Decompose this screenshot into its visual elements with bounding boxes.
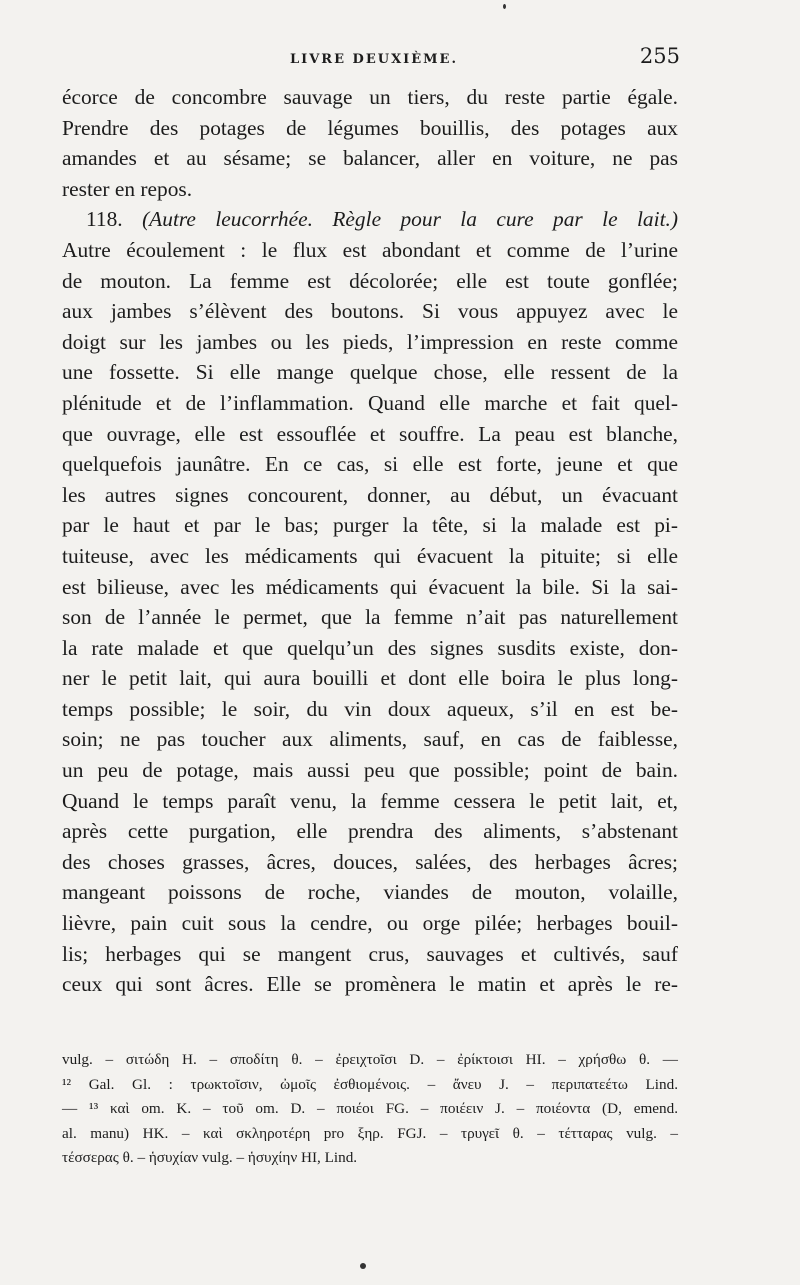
text-line: temps possible; le soir, du vin doux aqueux, s’il en est be- [62,696,678,721]
text-line: Autre écoulement : le flux est abondant et comme de l’urine [62,237,678,262]
text-line: de mouton. La femme est décolorée; elle est toute gonflée; [62,268,678,293]
text-line: ner le petit lait, qui aura bouilli et dont elle boira le plus long- [62,666,678,691]
text-line: Prendre des potages de légumes bouillis, des potages aux [62,115,678,140]
text-line: Quand le temps paraît venu, la femme cessera le petit lait, et, [62,788,678,813]
text-line: lièvre, pain cuit sous la cendre, ou orge pilée; herbages bouil- [62,911,678,936]
text-line: tuiteuse, avec les médicaments qui évacuent la pituite; si elle [62,543,678,568]
note-line: τέσσερας θ. – ἡσυχίαν vulg. – ἡσυχίην HI, Lind. [62,1149,358,1166]
text-line: lis; herbages qui se mangent crus, sauvages et cultivés, sauf [62,941,678,966]
text-line: mangeant poissons de roche, viandes de mouton, volaille, [62,880,678,905]
note-line: al. manu) HK. – καὶ σκληροτέρη pro ξηρ. FGJ. – τρυγεῖ θ. – τέτταρας vulg. – [62,1124,678,1142]
text-line: des choses grasses, âcres, douces, salées, des herbages âcres; [62,849,678,874]
critical-apparatus-notes [62,1048,678,1171]
text-line: doigt sur les jambes ou les pieds, l’impression en reste comme [62,329,678,354]
text-line: son de l’année le permet, que la femme n’ait pas naturellement [62,605,678,630]
text-line: aux jambes s’élèvent des boutons. Si vous appuyez avec le [62,299,678,324]
section-number: 118. [86,207,123,232]
text-line: soin; ne pas toucher aux aliments, sauf, en cas de faiblesse, [62,727,678,752]
note-line: — ¹³ καὶ om. K. – τοῦ om. D. – ποιέοι FG. – ποιέειν J. – ποιέοντα (D, emend. [62,1100,678,1117]
text-line: les autres signes concourent, donner, au début, un évacuant [62,482,678,507]
text-line: une fossette. Si elle mange quelque chose, elle ressent de la [62,360,678,385]
ink-speck [360,1263,366,1269]
main-text [62,82,678,1000]
running-head: LIVRE DEUXIÈME. [290,52,458,67]
page-number: 255 [639,44,680,68]
page-header [62,46,680,74]
text-line: rester en repos. [62,176,193,201]
note-line: ¹² Gal. Gl. : τρωκτοῖσιν, ὠμοῖς ἐσθιομένοις. – ἄνευ J. – περιπατεέτω Lind. [62,1075,678,1093]
text-line: un peu de potage, mais aussi peu que possible; point de bain. [62,758,678,783]
text-line: plénitude et de l’inflammation. Quand elle marche et fait quel- [62,390,678,415]
ink-speck [503,4,506,9]
note-line: vulg. – σιτώδη H. – σποδίτη θ. – ἐρειχτοῖσι D. – ἐρίκτοισι HI. – χρήσθω θ. — [62,1051,678,1068]
text-line: ceux qui sont âcres. Elle se promènera le matin et après le re- [62,972,678,997]
text-line: quelquefois jaunâtre. En ce cas, si elle est forte, jeune et que [62,452,678,477]
section-heading-line [62,204,678,235]
text-line: que ouvrage, elle est essouflée et souffre. La peau est blanche, [62,421,678,446]
text-line: la rate malade et que quelqu’un des signes susdits existe, don- [62,635,678,660]
text-line: par le haut et par le bas; purger la tête, si la malade est pi- [62,513,678,538]
text-line: amandes et au sésame; se balancer, aller en voiture, ne pas [62,146,678,171]
text-line: est bilieuse, avec les médicaments qui évacuent la bile. Si la sai- [62,574,678,599]
text-line: après cette purgation, elle prendra des aliments, s’abstenant [62,819,678,844]
section-heading: (Autre leucorrhée. Règle pour la cure par le lait.) [142,207,678,232]
text-line: écorce de concombre sauvage un tiers, du reste partie égale. [62,85,678,109]
